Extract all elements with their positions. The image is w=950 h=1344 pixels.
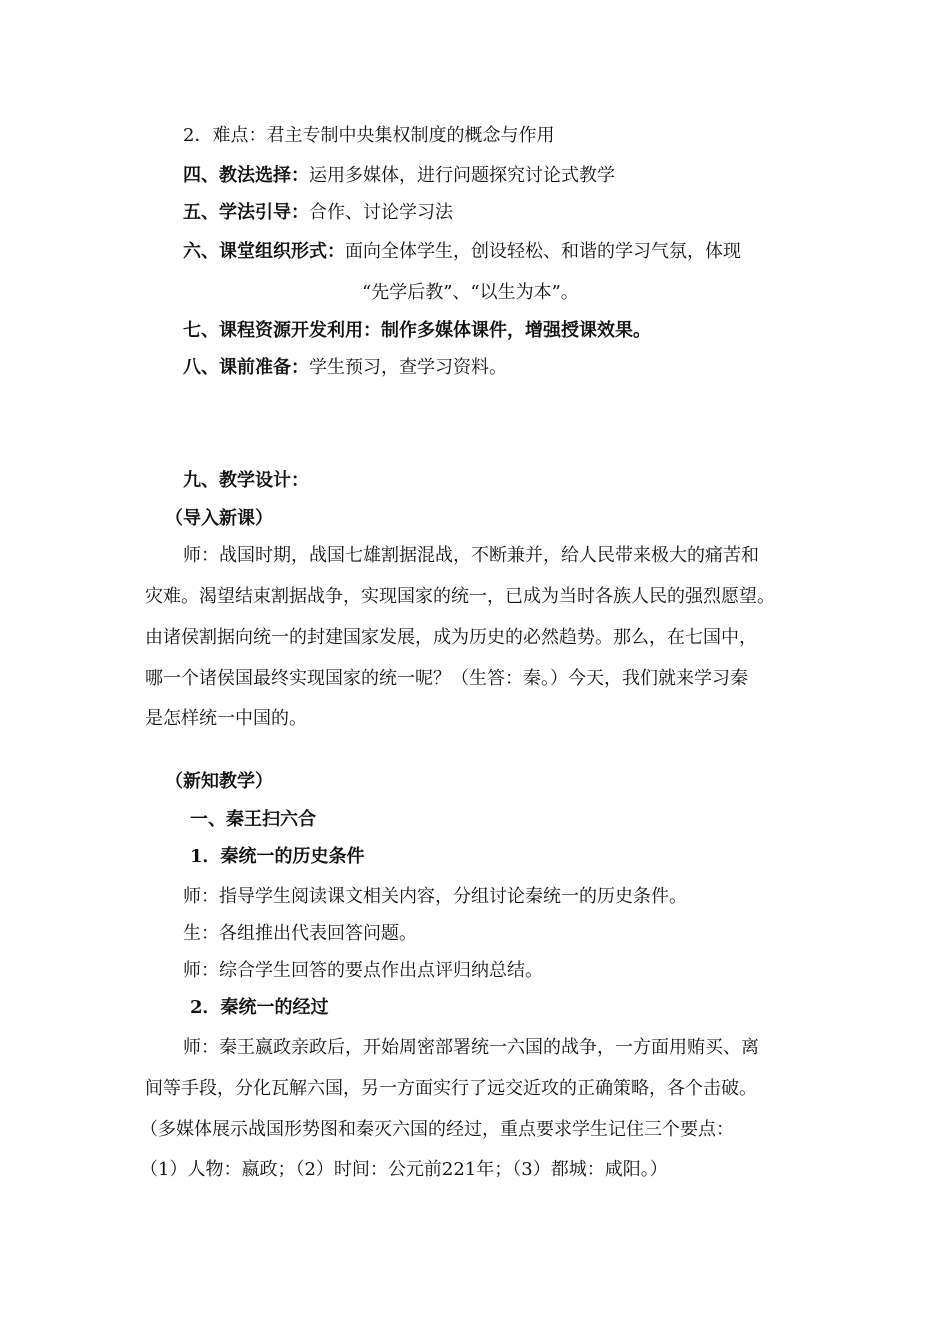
subsection-one-line: 师：综合学生回答的要点作出点评归纳总结。: [183, 960, 543, 981]
intro-paragraph-line: 师：战国时期，战国七雄割据混战，不断兼并，给人民带来极大的痛苦和: [183, 545, 759, 566]
intro-paragraph-line: 灾难。渴望结束割据战争，实现国家的统一，已成为当时各族人民的强烈愿望。: [145, 586, 775, 607]
intro-paragraph-line: 由诸侯割据向统一的封建国家发展，成为历史的必然趋势。那么，在七国中，: [145, 627, 757, 648]
classroom-organization-text: 面向全体学生，创设轻松、和谐的学习气氛，体现: [345, 241, 741, 262]
resources-line: 七、课程资源开发利用：制作多媒体课件，增强授课效果。: [183, 320, 651, 341]
part-one-heading: 一、秦王扫六合: [190, 809, 316, 830]
classroom-organization-continuation: “先学后教”、“以生为本”。: [362, 282, 579, 303]
intro-paragraph-line: 哪一个诸侯国最终实现国家的统一呢？（生答：秦。）今天，我们就来学习秦: [145, 668, 748, 689]
subsection-one-heading: 1．秦统一的历史条件: [190, 846, 365, 867]
subsection-two-line: 师：秦王嬴政亲政后，开始周密部署统一六国的战争，一方面用贿买、离: [183, 1037, 759, 1058]
intro-heading: （导入新课）: [165, 508, 273, 529]
intro-paragraph-line: 是怎样统一中国的。: [145, 708, 307, 729]
teaching-method-line: [183, 164, 615, 188]
learning-method-text: 合作、讨论学习法: [309, 202, 453, 223]
teaching-method-heading: 四、教法选择：: [183, 165, 309, 186]
preparation-text: 学生预习，查学习资料。: [309, 357, 507, 378]
subsection-two-heading: 2．秦统一的经过: [190, 997, 329, 1018]
teaching-method-text: 运用多媒体，进行问题探究讨论式教学: [309, 165, 615, 186]
difficulty-line: 2．难点：君主专制中央集权制度的概念与作用: [183, 125, 555, 146]
classroom-organization-line: [183, 240, 741, 264]
teaching-design-heading: 九、教学设计：: [183, 470, 309, 491]
subsection-two-line: 间等手段，分化瓦解六国，另一方面实行了远交近攻的正确策略，各个击破。: [145, 1078, 757, 1099]
preparation-line: [183, 356, 507, 380]
new-knowledge-heading: （新知教学）: [165, 771, 273, 792]
subsection-two-line: （多媒体展示战国形势图和秦灭六国的经过，重点要求学生记住三个要点：: [140, 1119, 734, 1140]
subsection-one-line: 生：各组推出代表回答问题。: [183, 923, 417, 944]
subsection-two-line: （1）人物：嬴政；（2）时间：公元前221年；（3）都城：咸阳。）: [140, 1159, 668, 1180]
classroom-organization-heading: 六、课堂组织形式：: [183, 241, 345, 262]
preparation-heading: 八、课前准备：: [183, 357, 309, 378]
subsection-one-line: 师：指导学生阅读课文相关内容，分组讨论秦统一的历史条件。: [183, 886, 687, 907]
learning-method-heading: 五、学法引导：: [183, 202, 309, 223]
learning-method-line: [183, 201, 453, 225]
